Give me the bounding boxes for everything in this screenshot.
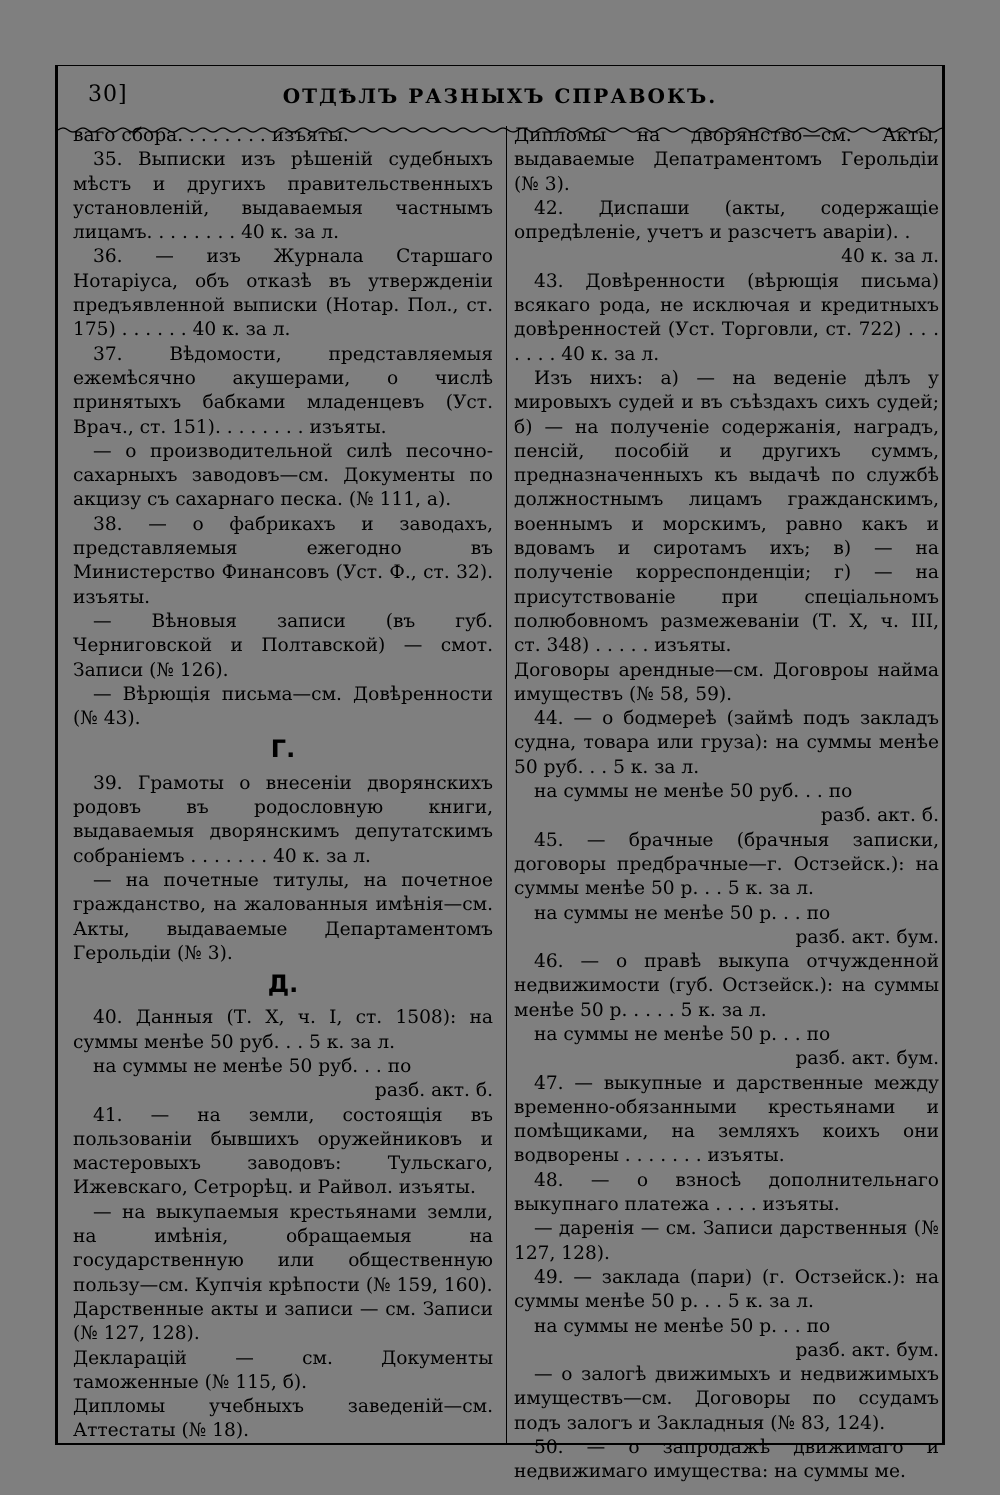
page-header [58, 80, 942, 120]
entry-paragraph: на суммы не менѣе 50 р. . . по [534, 1023, 831, 1045]
right-column [514, 124, 939, 1485]
entry-paragraph: 41. — на земли, состоящія въ пользованіи бывшихъ оружейниковъ и мастеровыхъ заводовъ: Тульскаго, Ижевскаго, Сетрорѣц. и Райвол. изъяты. [73, 1104, 493, 1199]
entry-paragraph: 40 к. за л. [841, 246, 939, 268]
entry-paragraph: разб. акт. бум. [795, 1048, 939, 1070]
entry-paragraph: 37. Вѣдомости, представляемыя ежемѣсячно акушерами, о числѣ принятыхъ бабками младенцевъ (Уст. Врач., ст. 151). . . . . . . . изъяты. [73, 343, 493, 438]
entry-paragraph: — на почетные титулы, на почетное гражданство, на жалованныя имѣнія—см. Акты, выдаваемые Департаментомъ Герольдіи (№ 3). [73, 869, 493, 964]
entry-paragraph: 50. — о запродажѣ движимаго и недвижимаго имущества: на суммы ме. [514, 1437, 939, 1483]
entry-paragraph: 39. Грамоты о внесеніи дворянскихъ родовъ въ родословную книги, выдаваемыя дворянскимъ депутатскимъ собраніемъ . . . . . . . 40 к. за л. [73, 772, 493, 867]
entry-paragraph: разб. акт. б. [374, 1080, 493, 1102]
entry-paragraph: — даренія — см. Записи дарственныя (№ 127, 128). [514, 1218, 939, 1264]
running-title: ОТДѢЛЪ РАЗНЫХЪ СПРАВОКЪ. [282, 84, 718, 108]
entry-paragraph: Дипломы на дворянство—см. Акты, выдаваемые Депатраментомъ Герольдіи (№ 3). [514, 125, 939, 195]
entry-paragraph: 36. — изъ Журнала Старшаго Нотаріуса, объ отказѣ въ утвержденіи предъявленной выписки (Нотар. Пол., ст. 175) . . . . . . 40 к. за л. [73, 246, 493, 341]
entry-paragraph: Дипломы учебныхъ заведеній—см. Аттестаты (№ 18). [73, 1396, 493, 1442]
entry-paragraph: Изъ нихъ: а) — на веденіе дѣлъ у мировыхъ судей и въ съѣздахъ сихъ судей; б) — на полученіе содержанія, наградъ, пенсій, пособій и другихъ суммъ, предназначенныхъ къ выдачѣ по службѣ должностнымъ лицамъ гражданскимъ, военнымъ и морскимъ, равно какъ и вдовамъ и сиротамъ ихъ; в) — на полученіе корреспонденціи; г) — на присутствованіе при спеціальномъ полюбовномъ размежеваніи (Т. X, ч. III, ст. 348) . . . . . изъяты. [514, 367, 939, 657]
entry-paragraph: 42. Диспаши (акты, содержащіе опредѣленіе, учетъ и разсчетъ аваріи). . [514, 197, 939, 244]
section-letter: Г. [270, 735, 296, 764]
entry-paragraph: 47. — выкупные и дарственные между временно-обязанными крестьянами и помѣщиками, на земляхъ коихъ они водворены . . . . . . . изъяты. [514, 1072, 939, 1167]
section-letter: Д. [267, 970, 299, 999]
entry-paragraph: Декларацій — см. Документы таможенные (№ 115, б). [73, 1347, 493, 1393]
entry-paragraph: — на выкупаемыя крестьянами земли, на имѣнія, обращаемыя на государственную или общественную пользу—см. Купчія крѣпости (№ 159, 160). [73, 1201, 493, 1296]
entry-paragraph: 38. — о фабрикахъ и заводахъ, представляемыя ежегодно въ Министерство Финансовъ (Уст. Ф., ст. 32). изъяты. [73, 513, 493, 608]
entry-paragraph: 40. Данныя (Т. X, ч. I, ст. 1508): на суммы менѣе 50 руб. . . 5 к. за л. [73, 1007, 493, 1053]
left-column [73, 124, 493, 1444]
entry-paragraph: на суммы не менѣе 50 руб. . . по [534, 781, 853, 803]
entry-paragraph: 48. — о взносѣ дополнительнаго выкупнаго платежа . . . . изъяты. [514, 1169, 939, 1216]
page [55, 65, 945, 1483]
entry-paragraph: 45. — брачные (брачныя записки, договоры предбрачные—г. Остзейск.): на суммы менѣе 50 р. . . 5 к. за л. [514, 829, 939, 900]
entry-paragraph: Договоры арендные—см. Договроы найма имуществъ (№ 58, 59). [514, 659, 939, 705]
entry-paragraph: 43. Довѣренности (вѣрющія письма) всякаго рода, не исключая и кредитныхъ довѣренностей (Уст. Торговли, ст. 722) . . . . . . . 40 к. за л. [514, 270, 939, 365]
entry-paragraph: на суммы не менѣе 50 руб. . . по [93, 1055, 412, 1077]
entry-paragraph: — о залогѣ движимыхъ и недвижимыхъ имуществъ—см. Договоры по ссудамъ подъ залогъ и Закладныя (№ 83, 124). [514, 1364, 939, 1434]
entry-paragraph: — Вѣновыя записи (въ губ. Черниговской и Полтавской) — смот. Записи (№ 126). [73, 610, 493, 681]
column-divider [506, 126, 507, 1443]
entry-paragraph: — Вѣрющія письма—см. Довѣренности (№ 43). [73, 683, 493, 730]
entry-paragraph: разб. акт. б. [820, 805, 939, 827]
entry-paragraph: Дарственные акты и записи — см. Записи (№ 127, 128). [73, 1298, 493, 1345]
entry-paragraph: 49. — заклада (пари) (г. Остзейск.): на суммы менѣе 50 р. . . 5 к. за л. [514, 1266, 939, 1313]
entry-paragraph: на суммы не менѣе 50 р. . . по [534, 1315, 831, 1337]
page-number: 30] [88, 82, 128, 107]
entry-paragraph: 46. — о правѣ выкупа отчужденной недвижимости (губ. Остзейск.): на суммы менѣе 50 р. . . . . 5 к. за л. [514, 951, 939, 1021]
entry-paragraph: ваго сбора. . . . . . . . изъяты. [73, 125, 349, 146]
entry-paragraph: на суммы не менѣе 50 р. . . по [534, 902, 831, 924]
entry-paragraph: разб. акт. бум. [795, 1339, 939, 1361]
entry-paragraph: — о производительной силѣ песочно-сахарныхъ заводовъ—см. Документы по акцизу съ сахарнаго песка. (№ 111, а). [73, 440, 493, 511]
entry-paragraph: разб. акт. бум. [795, 926, 939, 948]
entry-paragraph: 44. — о бодмереѣ (займѣ подъ закладъ судна, товара или груза): на суммы менѣе 50 руб. . . 5 к. за л. [514, 708, 939, 778]
entry-paragraph: 35. Выписки изъ рѣшеній судебныхъ мѣстъ и другихъ правительственныхъ установленій, выдаваемыя частнымъ лицамъ. . . . . . . . 40 к. за л. [73, 149, 493, 244]
